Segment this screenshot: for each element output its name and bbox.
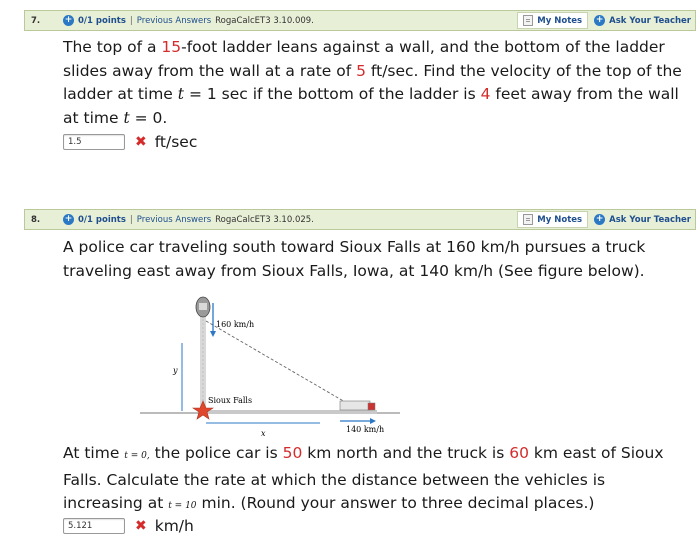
truck-speed-label: 140 km/h [346,425,385,434]
question-8-text: A police car traveling south toward Sioux Falls at 160 km/h pursues a truck traveling east away from Sioux Falls, Iowa, at 140 km/h (See figure below). [63,238,646,280]
ask-teacher-button[interactable] [594,214,691,225]
ask-teacher-button[interactable] [594,15,691,26]
city-label: Sioux Falls [208,396,253,405]
question-8-answer-row [63,517,194,535]
answer-unit: km/h [154,517,194,535]
question-7-header [24,10,696,31]
my-notes-button[interactable] [517,211,588,228]
y-label: y [173,366,178,375]
previous-answers-link[interactable]: Previous Answers [136,15,212,26]
answer-unit: ft/sec [154,133,198,151]
distance-line [206,321,352,406]
note-icon [523,214,533,225]
points-label: 0/1 points [78,15,126,26]
plus-circle-icon: + [595,214,604,224]
question-8-text-2: At time t = 0, the police car is 50 km north and the truck is 60 km east of Sioux Falls. Calculate the rate at which the distance between the vehicles is increasing at t = 10 min. (Round your answer to three decimal places.) [63,444,664,512]
question-code: RogaCalcET3 3.10.025. [215,214,314,225]
question-8-header [24,209,696,230]
previous-answers-link[interactable]: Previous Answers [136,214,212,225]
my-notes-label: My Notes [537,15,583,26]
plus-circle-icon[interactable]: + [64,214,73,224]
question-number: 8. [31,214,41,225]
answer-input[interactable]: 5.121 [63,518,125,534]
x-mark-icon: ✖ [135,134,147,150]
question-code: RogaCalcET3 3.10.009. [215,15,314,26]
ask-teacher-label: Ask Your Teacher [609,214,691,225]
separator: | [129,15,133,26]
x-mark-icon: ✖ [135,518,147,534]
points-label: 0/1 points [78,214,126,225]
separator: | [129,214,133,225]
truck-icon [340,401,370,410]
road-strip [202,410,377,414]
note-icon [523,15,533,26]
plus-circle-icon: + [595,15,604,25]
question-7-answer-row [63,133,197,151]
x-label: x [261,429,266,438]
plus-circle-icon[interactable]: + [64,15,73,25]
question-7-text: The top of a 15-foot ladder leans against a wall, and the bottom of the ladder slides away from the wall at a rate of 5 ft/sec. Find the velocity of the top of the ladder at time t = 1 sec if the bottom of the ladder is 4 feet away from the wall at time t = 0. [63,38,682,127]
ask-teacher-label: Ask Your Teacher [609,15,691,26]
police-truck-figure [140,293,400,443]
question-number: 7. [31,15,41,26]
my-notes-label: My Notes [537,214,583,225]
answer-input[interactable]: 1.5 [63,134,125,150]
my-notes-button[interactable] [517,12,588,29]
police-speed-label: 160 km/h [216,320,255,329]
